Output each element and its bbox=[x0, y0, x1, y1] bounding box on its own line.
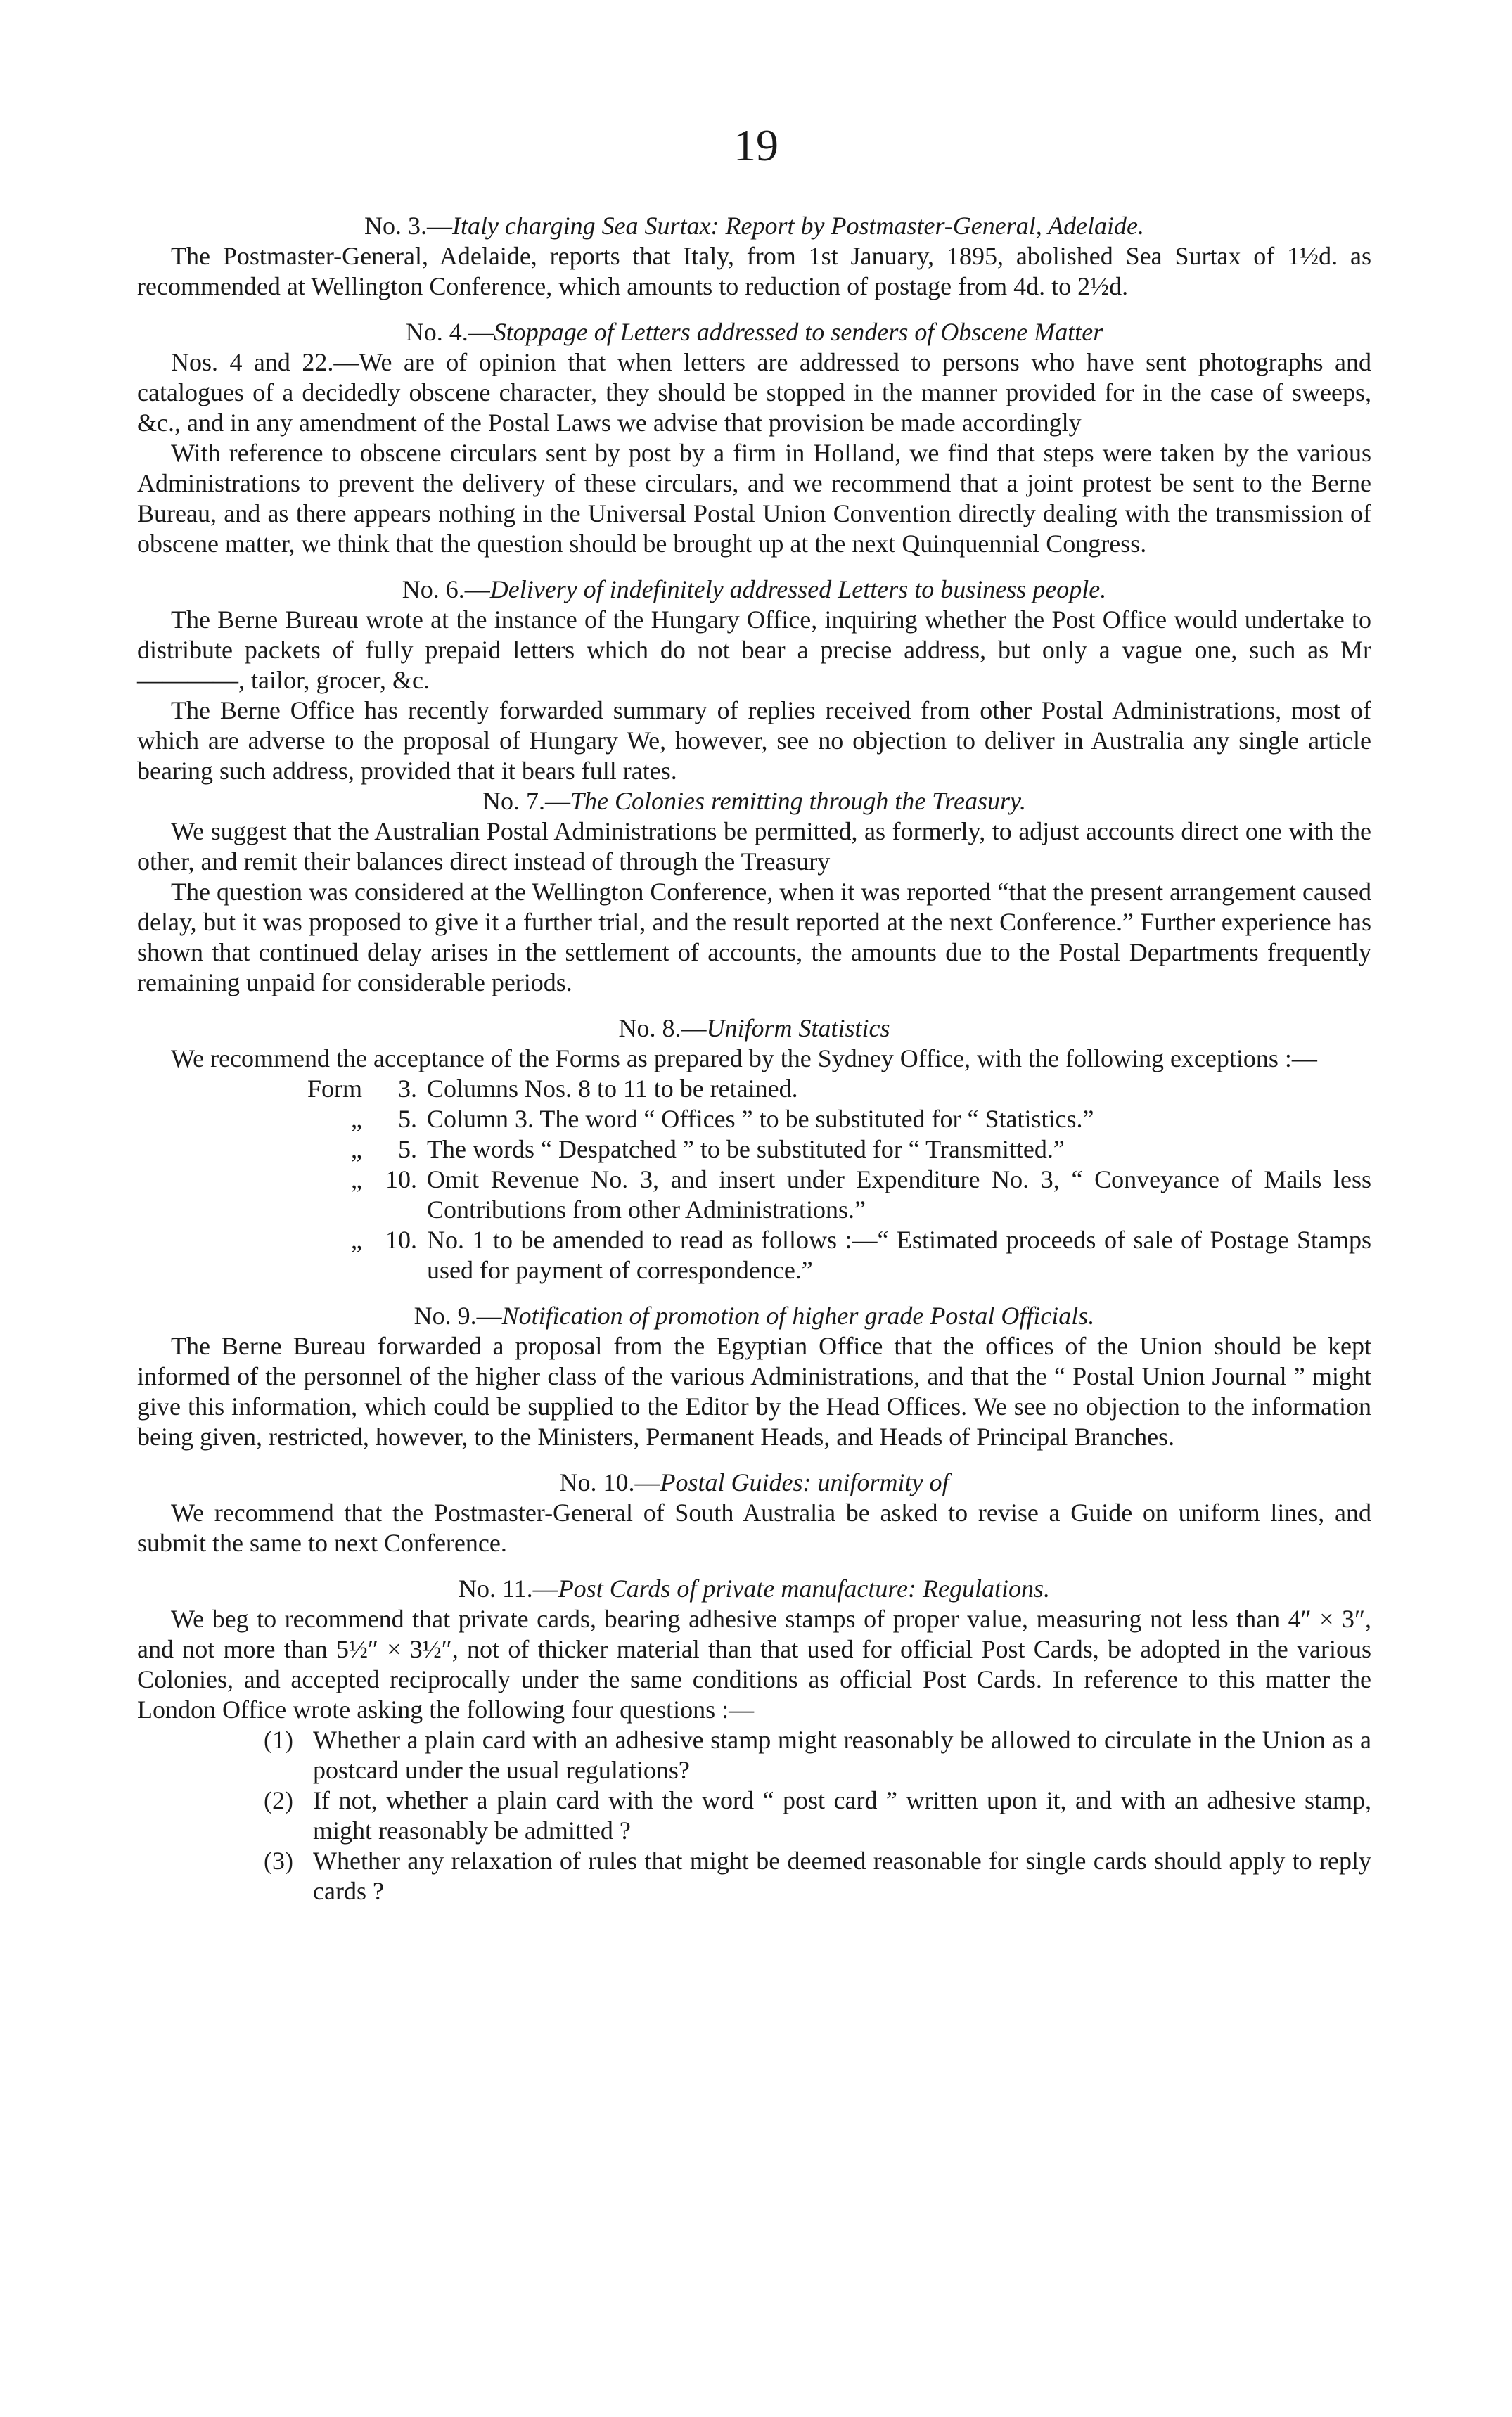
paragraph: We recommend the acceptance of the Forms as prepared by the Sydney Office, with the following exceptions :— bbox=[171, 1044, 1317, 1072]
paragraph: We suggest that the Australian Postal Administrations be permitted, as formerly, to adjust accounts direct one with the other, and remit their balances direct instead of through the Treasury bbox=[137, 817, 1371, 876]
section-heading-no7: No. 7.—The Colonies remitting through the Treasury. bbox=[482, 787, 1027, 815]
section-heading-no6: No. 6.—Delivery of indefinitely addressed Letters to business people. bbox=[402, 575, 1107, 603]
list-item: „ 5. The words “ Despatched ” to be substituted for “ Transmitted.” bbox=[351, 1135, 1065, 1163]
list-item: „ 10. No. 1 to be amended to read as follows :—“ Estimated proceeds of sale of Postage Stamps used for payment of correspondence.” bbox=[351, 1226, 1371, 1284]
section-heading-no10: No. 10.—Postal Guides: uniformity of bbox=[559, 1468, 949, 1496]
paragraph: With reference to obscene circulars sent by post by a firm in Holland, we find that steps were taken by the various Administrations to prevent the delivery of these circulars, and we recommend that a joint protest be sent to the Berne Bureau, and as there appears nothing in the Universal Postal Union Convention directly dealing with the transmission of obscene matter, we think that the question should be brought up at the next Quinquennial Congress. bbox=[137, 439, 1371, 558]
paragraph: The Berne Bureau forwarded a proposal from the Egyptian Office that the offices of the Union should be kept informed of the personnel of the higher class of the various Administrations, and that the “ Postal Union Journal ” might give this information, which could be supplied to the Editor by the Head Offices. We see no objection to the information being given, restricted, however, to the Ministers, Permanent Heads, and Heads of Principal Branches. bbox=[137, 1332, 1371, 1451]
paragraph: We beg to recommend that private cards, bearing adhesive stamps of proper value, measuring not less than 4″ × 3″, and not more than 5½″ × 3½″, not of thicker material than that used for official Post Cards, be adopted in the various Colonies, and accepted reciprocally under the same conditions as official Post Cards. In reference to this matter the London Office wrote asking the following four questions :— bbox=[137, 1605, 1371, 1724]
list-item: Form 3. Columns Nos. 8 to 11 to be retained. bbox=[307, 1075, 798, 1103]
paragraph: The Berne Office has recently forwarded summary of replies received from other Postal Administrations, most of which are adverse to the proposal of Hungary We, however, see no objection to deliver in Australia any single article bearing such address, provided that it bears full rates. bbox=[137, 696, 1371, 785]
paragraph: The Postmaster-General, Adelaide, reports that Italy, from 1st January, 1895, abolished Sea Surtax of 1½d. as recommended at Wellington Conference, which amounts to reduction of postage from 4d. to 2½d. bbox=[137, 242, 1371, 300]
list-item: (1) Whether a plain card with an adhesive stamp might reasonably be allowed to circulate in the Union as a postcard under the usual regulations? bbox=[264, 1726, 1371, 1784]
section-heading-no4: No. 4.—Stoppage of Letters addressed to senders of Obscene Matter bbox=[405, 318, 1103, 346]
list-item: „ 10. Omit Revenue No. 3, and insert under Expenditure No. 3, “ Conveyance of Mails less Contributions from other Administrations.” bbox=[351, 1165, 1371, 1224]
paragraph: Nos. 4 and 22.—We are of opinion that when letters are addressed to persons who have sent photographs and catalogues of a decidedly obscene character, they should be stopped in the manner provided for in the case of sweeps, &c., and in any amendment of the Postal Laws we advise that provision be made accordingly bbox=[137, 348, 1371, 437]
list-item: (3) Whether any relaxation of rules that might be deemed reasonable for single cards should apply to reply cards ? bbox=[264, 1847, 1371, 1905]
paragraph: The Berne Bureau wrote at the instance of the Hungary Office, inquiring whether the Post Office would undertake to distribute packets of fully prepaid letters which do not bear a precise address, but only a vague one, such as Mr ————, tailor, grocer, &c. bbox=[137, 605, 1371, 694]
forms-list bbox=[292, 1074, 1371, 1286]
page-number: 19 bbox=[733, 120, 779, 170]
list-item: „ 5. Column 3. The word “ Offices ” to be substituted for “ Statistics.” bbox=[351, 1105, 1094, 1133]
paragraph: We recommend that the Postmaster-General of South Australia be asked to revise a Guide on uniform lines, and submit the same to next Conference. bbox=[137, 1499, 1371, 1557]
page-body bbox=[137, 211, 1371, 1906]
section-heading-no3: No. 3.—Italy charging Sea Surtax: Report by Postmaster-General, Adelaide. bbox=[364, 212, 1145, 240]
list-item: (2) If not, whether a plain card with the word “ post card ” written upon it, and with an adhesive stamp, might reasonably be admitted ? bbox=[264, 1786, 1371, 1845]
section-heading-no8: No. 8.—Uniform Statistics bbox=[618, 1014, 890, 1042]
section-heading-no9: No. 9.—Notification of promotion of higher grade Postal Officials. bbox=[414, 1302, 1095, 1330]
section-heading-no11: No. 11.—Post Cards of private manufacture: Regulations. bbox=[459, 1575, 1050, 1603]
questions-list bbox=[264, 1725, 1371, 1906]
paragraph: The question was considered at the Wellington Conference, when it was reported “that the present arrangement caused delay, but it was proposed to give it a further trial, and the result reported at the next Conference.” Further experience has shown that continued delay arises in the settlement of accounts, the amounts due to the Postal Departments frequently remaining unpaid for considerable periods. bbox=[137, 878, 1371, 996]
